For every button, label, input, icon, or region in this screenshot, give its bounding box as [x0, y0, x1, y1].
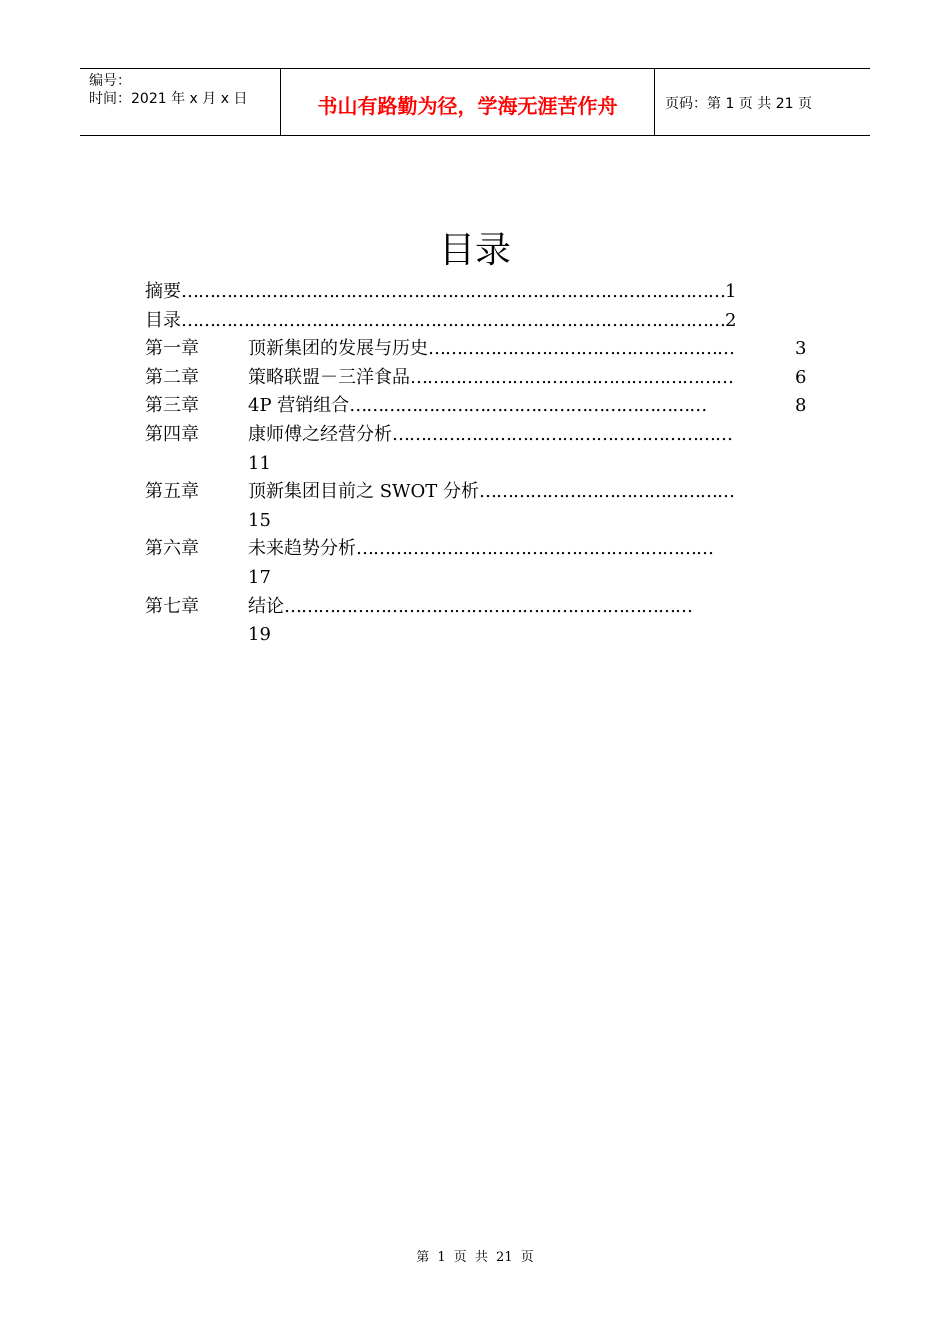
toc-entry-title: 策略联盟－三洋食品: [248, 366, 410, 388]
toc-entry-chapter-1[interactable]: [145, 335, 815, 364]
document-header: [80, 68, 870, 136]
toc-chapter-label: 第五章: [145, 481, 199, 503]
toc-entry-title: 顶新集团目前之 SWOT 分析: [248, 481, 480, 503]
header-motto: 书山有路勤为径，学海无涯苦作舟: [317, 93, 618, 118]
toc-entry-page: 8: [795, 395, 807, 417]
toc-entry-contents[interactable]: [145, 307, 815, 336]
toc-entry-chapter-4-page-line: [145, 450, 815, 479]
toc-title-group: [248, 335, 734, 364]
toc-entry-page: 11: [248, 452, 271, 474]
toc-chapter-label: 第七章: [145, 595, 199, 617]
toc-entry-page: 3: [795, 338, 807, 360]
toc-entry-page: 17: [248, 566, 271, 588]
header-page-info: 页码：第 1 页 共 21 页: [665, 96, 812, 112]
toc-entry-chapter-6-page-line: [145, 564, 815, 593]
toc-title-group: [248, 364, 733, 393]
toc-leader-dots: ……………………………………………………………………………………: [181, 281, 725, 302]
toc-title-group: [248, 535, 713, 564]
toc-entry-page: 1: [725, 281, 737, 302]
toc-leader-dots: ………………………………………………………………: [284, 595, 692, 617]
header-meta-cell: [80, 69, 281, 135]
toc-entry-chapter-3[interactable]: [145, 392, 815, 421]
toc-entry-title: 摘要: [145, 281, 181, 302]
toc-entry-page: 19: [248, 624, 271, 646]
toc-entry-chapter-7[interactable]: [145, 593, 815, 622]
toc-entry-title: 康师傅之经营分析: [248, 423, 392, 445]
toc-entry-title: 未来趋势分析: [248, 538, 356, 560]
toc-entry-chapter-2[interactable]: [145, 364, 815, 393]
document-time-label: 时间：2021 年 x 月 x 日: [89, 91, 248, 107]
toc-entry-title: 顶新集团的发展与历史: [248, 338, 428, 360]
toc-entry-title: 目录: [145, 309, 181, 331]
toc-entry-title: 4P 营销组合: [248, 395, 350, 417]
toc-entry-title: 结论: [248, 595, 284, 617]
toc-entry-chapter-5-page-line: [145, 507, 815, 536]
toc-chapter-label: 第四章: [145, 423, 199, 445]
toc-entry-chapter-6[interactable]: [145, 535, 815, 564]
toc-entry-chapter-5[interactable]: [145, 478, 815, 507]
page-footer: 第 1 页 共 21 页: [416, 1250, 534, 1265]
toc-leader-dots: ………………………………………………………: [356, 538, 713, 560]
toc-entry-page: 2: [725, 309, 737, 331]
toc-chapter-label: 第六章: [145, 538, 199, 560]
header-page-cell: [655, 69, 870, 135]
toc-entry-page: 15: [248, 509, 271, 531]
toc-entry-page: 6: [795, 366, 807, 388]
toc-leader-dots: ………………………………………: [479, 481, 735, 503]
toc-entry-chapter-7-page-line: [145, 621, 815, 650]
toc-title-group: [248, 421, 732, 450]
toc-leader-dots: ……………………………………………………………………………………: [181, 309, 725, 331]
toc-leader-dots: ………………………………………………: [428, 338, 734, 360]
table-of-contents: [145, 278, 815, 650]
toc-chapter-label: 第一章: [145, 338, 199, 360]
toc-entry-abstract[interactable]: [145, 278, 815, 307]
toc-chapter-label: 第三章: [145, 395, 199, 417]
page-title: 目录: [438, 230, 511, 271]
document-number-label: 编号：: [89, 73, 131, 89]
toc-entry-chapter-4[interactable]: [145, 421, 815, 450]
header-motto-cell: [281, 69, 655, 135]
toc-title-group: [248, 593, 692, 622]
toc-leader-dots: ………………………………………………………: [349, 395, 707, 417]
toc-leader-dots: ……………………………………………………: [392, 423, 732, 445]
toc-chapter-label: 第二章: [145, 366, 199, 388]
toc-title-group: [248, 392, 706, 421]
toc-title-group: [248, 478, 734, 507]
toc-leader-dots: …………………………………………………: [410, 366, 733, 388]
